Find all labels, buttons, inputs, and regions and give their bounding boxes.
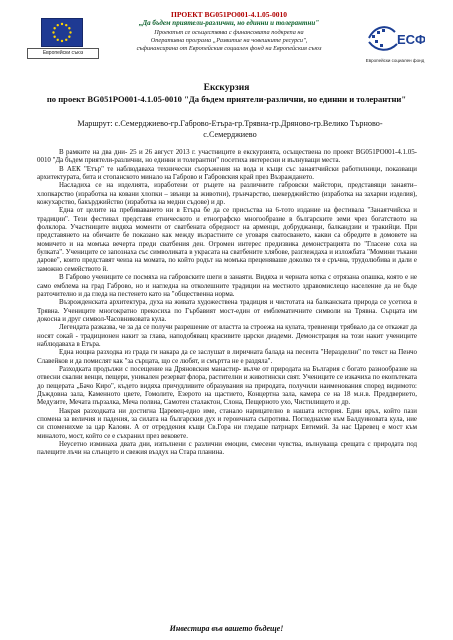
esf-logo-text: ЕСФ: [397, 32, 425, 47]
paragraph: Насладиха се на изделията, изработени от ръцете на различните габровски майстори, представящи занаяти– хлопкарство (изработка на ковани хлопки – звънци за животни), грънчарство, шекерджийство (изработка на захарни изделия), кожухарство, бакърджийство (изработка на медни съдове) и др.: [37, 181, 417, 207]
paragraph: В рамките на два дни- 25 и 26 август 2013 г. участниците в екскурзията, осъществена по проект BG051PO001-4.1.05-0010 "Да бъдем приятели-различни, но единни и толерантни" посетиха интересни и вълнуващи места.: [37, 148, 417, 165]
esf-caption: Европейски социален фонд: [365, 58, 425, 63]
paragraph: В Габрово учениците се посмяха на габровските шеги в занаяти. Видяха и черната котка с отрязана опашка, която е не само емблема на град Габрово, но и нагледна на отколешните традиции на местното здравомислещо население да не бъде разточително и да гледа на пестенето като на "общественна норма.: [37, 273, 417, 298]
project-motto: „Да бъдем приятели-различни, но единни и толерантни": [138, 19, 320, 27]
document-header: [0, 0, 453, 80]
document-heading: [40, 82, 413, 105]
route-line: Маршрут: с.Семерджиево-гр.Габрово-Етъра-гр.Трявна-гр.Дряново-гр.Велико Търново-с.Семерджиево: [77, 119, 383, 139]
funding-line: съфинансирана от Европейския социален фонд на Европейския съюз: [136, 45, 322, 52]
eu-caption: Европейски съюз: [27, 48, 99, 59]
paragraph: Неусетно изминаха двата дни, изпълнени с различни емоции, смесени чувства, вълнуваща срещата с природата под палещите лъчи на слънцето и свежия въздух на Стара планина.: [37, 440, 417, 457]
page-title: Екскурзия: [203, 83, 250, 93]
esf-logo: [365, 22, 425, 54]
funding-line: Проектът се осъществява с финансовата подкрепа на: [154, 29, 304, 36]
paragraph: Легендата разказва, че за да се получи разрешение от властта за строежа на кулата, тревненци трябвало да се откажат да носят сокай - традиционен накит за глава, наподобяващ красивите царски диадеми. Демонстрация на този накит учениците наблюдаваха в Етъра.: [37, 323, 417, 348]
paragraph: Накрая разходката ни достигна Царевец-едно име, станало нарицателно в нашата история. Един връх, който пази спомена за величия и падения, за силата на българския дух и героичната съпротива. Погледнахме към Балдуиновата кула, ние си споменихме за цар Калоян. А от отреддения къщи Св.Гора ни гледаше патриарх Евтимий. За нас Царевец е мост към миналото, мост, който се е съхранил през вековете.: [37, 406, 417, 440]
eu-flag-logo: [41, 18, 83, 47]
paragraph: Една нощна разходка из града ги накара да се заслушат в лиричната балада на песента "Неразделни" по текст на Пенчо Славейков и да помислят как "за сърцата, що се любят, и смъртта не е раздяла".: [37, 348, 417, 365]
paragraph: В АЕК "Етър" те наблюдаваха технически съоръжения на вода и къщи със занаятчийски работилници, показващи архитектурата, бита и стопанското минало на Габрово и Габровския край през Възраждането.: [37, 164, 417, 182]
project-info-block: [112, 10, 346, 53]
body-text: [37, 148, 417, 457]
paragraph: Възрожденската архитектура, духа на живата художествена традиция и чистотата на балканската природа се усетиха в Трявна. Учениците многократно прекосиха по Гърбавият мост-един от емблематичните символи на Трявна. Сърцата им докосна и друг символ-Часовниковата кула.: [37, 298, 417, 323]
project-title: ПРОЕКТ BG051PO001-4.1.05-0010: [170, 10, 288, 19]
page-subtitle: по проект BG051PO001-4.1.05-0010 "Да бъдем приятели-различни, но единни и толерантни": [46, 94, 407, 104]
paragraph: Разходката продължи с посещение на Дряновския манастир- вълче от природата на България с богато разнообразие на отвесни скални венци, пещери, уникален резерват флора, растителни и животински свят. Учениците се изкачиха по екопътеката до пещерата „Бачо Киро", където видяха причудливите образувания на природата, получили наименования според видимото: Дъждовна зала, Каменното цвете, Гомолите, Езерото на щастието, Концертна зала, камера се на 18 м.н.в. Преддверието, Медузите, Мечата пързалка, Меча полвиа, Самотен сталактон, Слона, Пещерното ухо, Чистилището и др.: [37, 364, 417, 407]
footer-slogan: Инвестира във вашето бъдеще!: [169, 624, 284, 633]
funding-line: Оперативна програма „Развитие на човешките ресурси",: [150, 37, 308, 44]
project-funding-info: [112, 29, 346, 53]
paragraph: Една от целите на пребиваването ни в Етъра бе да се присъства на 6-тото издание на фестивала "Занаятчийска и традиции". Тези фестивал представя етническото и етнографско многообразие в българските земи чрез богатството на фолклора. Участниците видяха моменти от сватбената обредност на арменци, добруджанци, балкандзии и тракийци. При представянето на обичаите бе показано как между възрастните се уговаря сватосването, какви са обредите в домовете на момичето и на момъка вечерта преди сватбения ден. Огромен интерес предизвика демонстрацията по "Гласене соха на булката". Учениците се запознаха със символиката в украсата на сватбените хлябове, разглеждаха и изложбата "Момини тъкани дарове", които представят чеиза на момата, по който родът на момъка преценяваше доколко тя е сръчна, трудолюбива и дали е заможно семейството й.: [37, 206, 417, 273]
